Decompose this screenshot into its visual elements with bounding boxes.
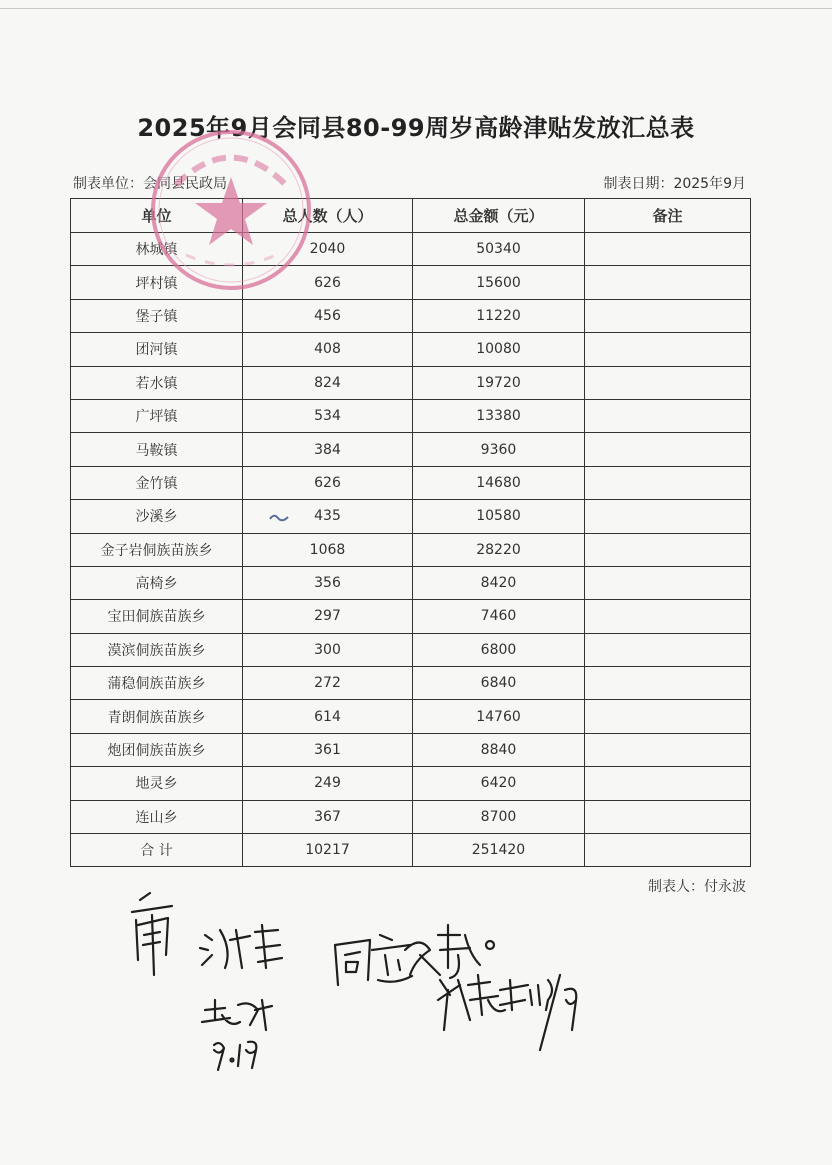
issue-date-label: 制表日期：2025年9月 xyxy=(603,176,746,192)
cell-unit: 地灵乡 xyxy=(71,767,243,800)
cell-unit: 堡子镇 xyxy=(71,299,243,332)
cell-people: 356 xyxy=(243,566,413,599)
cell-people: 2040 xyxy=(243,233,413,266)
cell-unit: 宝田侗族苗族乡 xyxy=(71,600,243,633)
cell-amount: 14760 xyxy=(413,700,585,733)
cell-amount: 50340 xyxy=(413,233,585,266)
cell-amount: 7460 xyxy=(413,600,585,633)
document-title: 2025年9月会同县80-99周岁高龄津贴发放汇总表 xyxy=(137,114,695,142)
cell-amount: 8420 xyxy=(413,566,585,599)
cell-people: 626 xyxy=(243,266,413,299)
cell-amount: 8840 xyxy=(413,733,585,766)
cell-unit: 蒲稳侗族苗族乡 xyxy=(71,667,243,700)
cell-amount: 19720 xyxy=(413,366,585,399)
cell-unit: 若水镇 xyxy=(71,366,243,399)
total-amount: 251420 xyxy=(413,834,585,867)
cell-amount: 8700 xyxy=(413,800,585,833)
cell-unit: 金竹镇 xyxy=(71,466,243,499)
cell-people: 272 xyxy=(243,667,413,700)
cell-unit: 沙溪乡 xyxy=(71,500,243,533)
cell-people: 824 xyxy=(243,366,413,399)
header-note: 备注 xyxy=(585,199,751,233)
header-unit: 单位 xyxy=(71,199,243,233)
cell-amount: 28220 xyxy=(413,533,585,566)
cell-people: 384 xyxy=(243,433,413,466)
issuing-unit-label: 制表单位：会同县民政局 xyxy=(73,176,227,192)
cell-unit: 高椅乡 xyxy=(71,566,243,599)
cell-unit: 广坪镇 xyxy=(71,399,243,432)
cell-people: 367 xyxy=(243,800,413,833)
cell-amount: 6800 xyxy=(413,633,585,666)
cell-unit: 连山乡 xyxy=(71,800,243,833)
header-people: 总人数（人） xyxy=(243,199,413,233)
cell-people: 300 xyxy=(243,633,413,666)
cell-people: 456 xyxy=(243,299,413,332)
total-label: 合 计 xyxy=(71,834,243,867)
cell-unit: 林城镇 xyxy=(71,233,243,266)
cell-people: 435 xyxy=(243,500,413,533)
cell-amount: 6420 xyxy=(413,767,585,800)
cell-people: 534 xyxy=(243,399,413,432)
cell-amount: 11220 xyxy=(413,299,585,332)
cell-people: 297 xyxy=(243,600,413,633)
cell-amount: 10080 xyxy=(413,333,585,366)
cell-people: 614 xyxy=(243,700,413,733)
cell-amount: 15600 xyxy=(413,266,585,299)
cell-unit: 团河镇 xyxy=(71,333,243,366)
cell-amount: 10580 xyxy=(413,500,585,533)
cell-amount: 13380 xyxy=(413,399,585,432)
cell-people: 361 xyxy=(243,733,413,766)
cell-amount: 9360 xyxy=(413,433,585,466)
cell-unit: 金子岩侗族苗族乡 xyxy=(71,533,243,566)
cell-unit: 炮团侗族苗族乡 xyxy=(71,733,243,766)
cell-amount: 6840 xyxy=(413,667,585,700)
cell-unit: 坪村镇 xyxy=(71,266,243,299)
table-maker-label: 制表人：付永波 xyxy=(648,879,746,895)
cell-unit: 青朗侗族苗族乡 xyxy=(71,700,243,733)
cell-amount: 14680 xyxy=(413,466,585,499)
cell-unit: 马鞍镇 xyxy=(71,433,243,466)
header-amount: 总金额（元） xyxy=(413,199,585,233)
cell-people: 1068 xyxy=(243,533,413,566)
cell-people: 626 xyxy=(243,466,413,499)
total-people: 10217 xyxy=(243,834,413,867)
cell-people: 249 xyxy=(243,767,413,800)
cell-unit: 漠滨侗族苗族乡 xyxy=(71,633,243,666)
cell-people: 408 xyxy=(243,333,413,366)
